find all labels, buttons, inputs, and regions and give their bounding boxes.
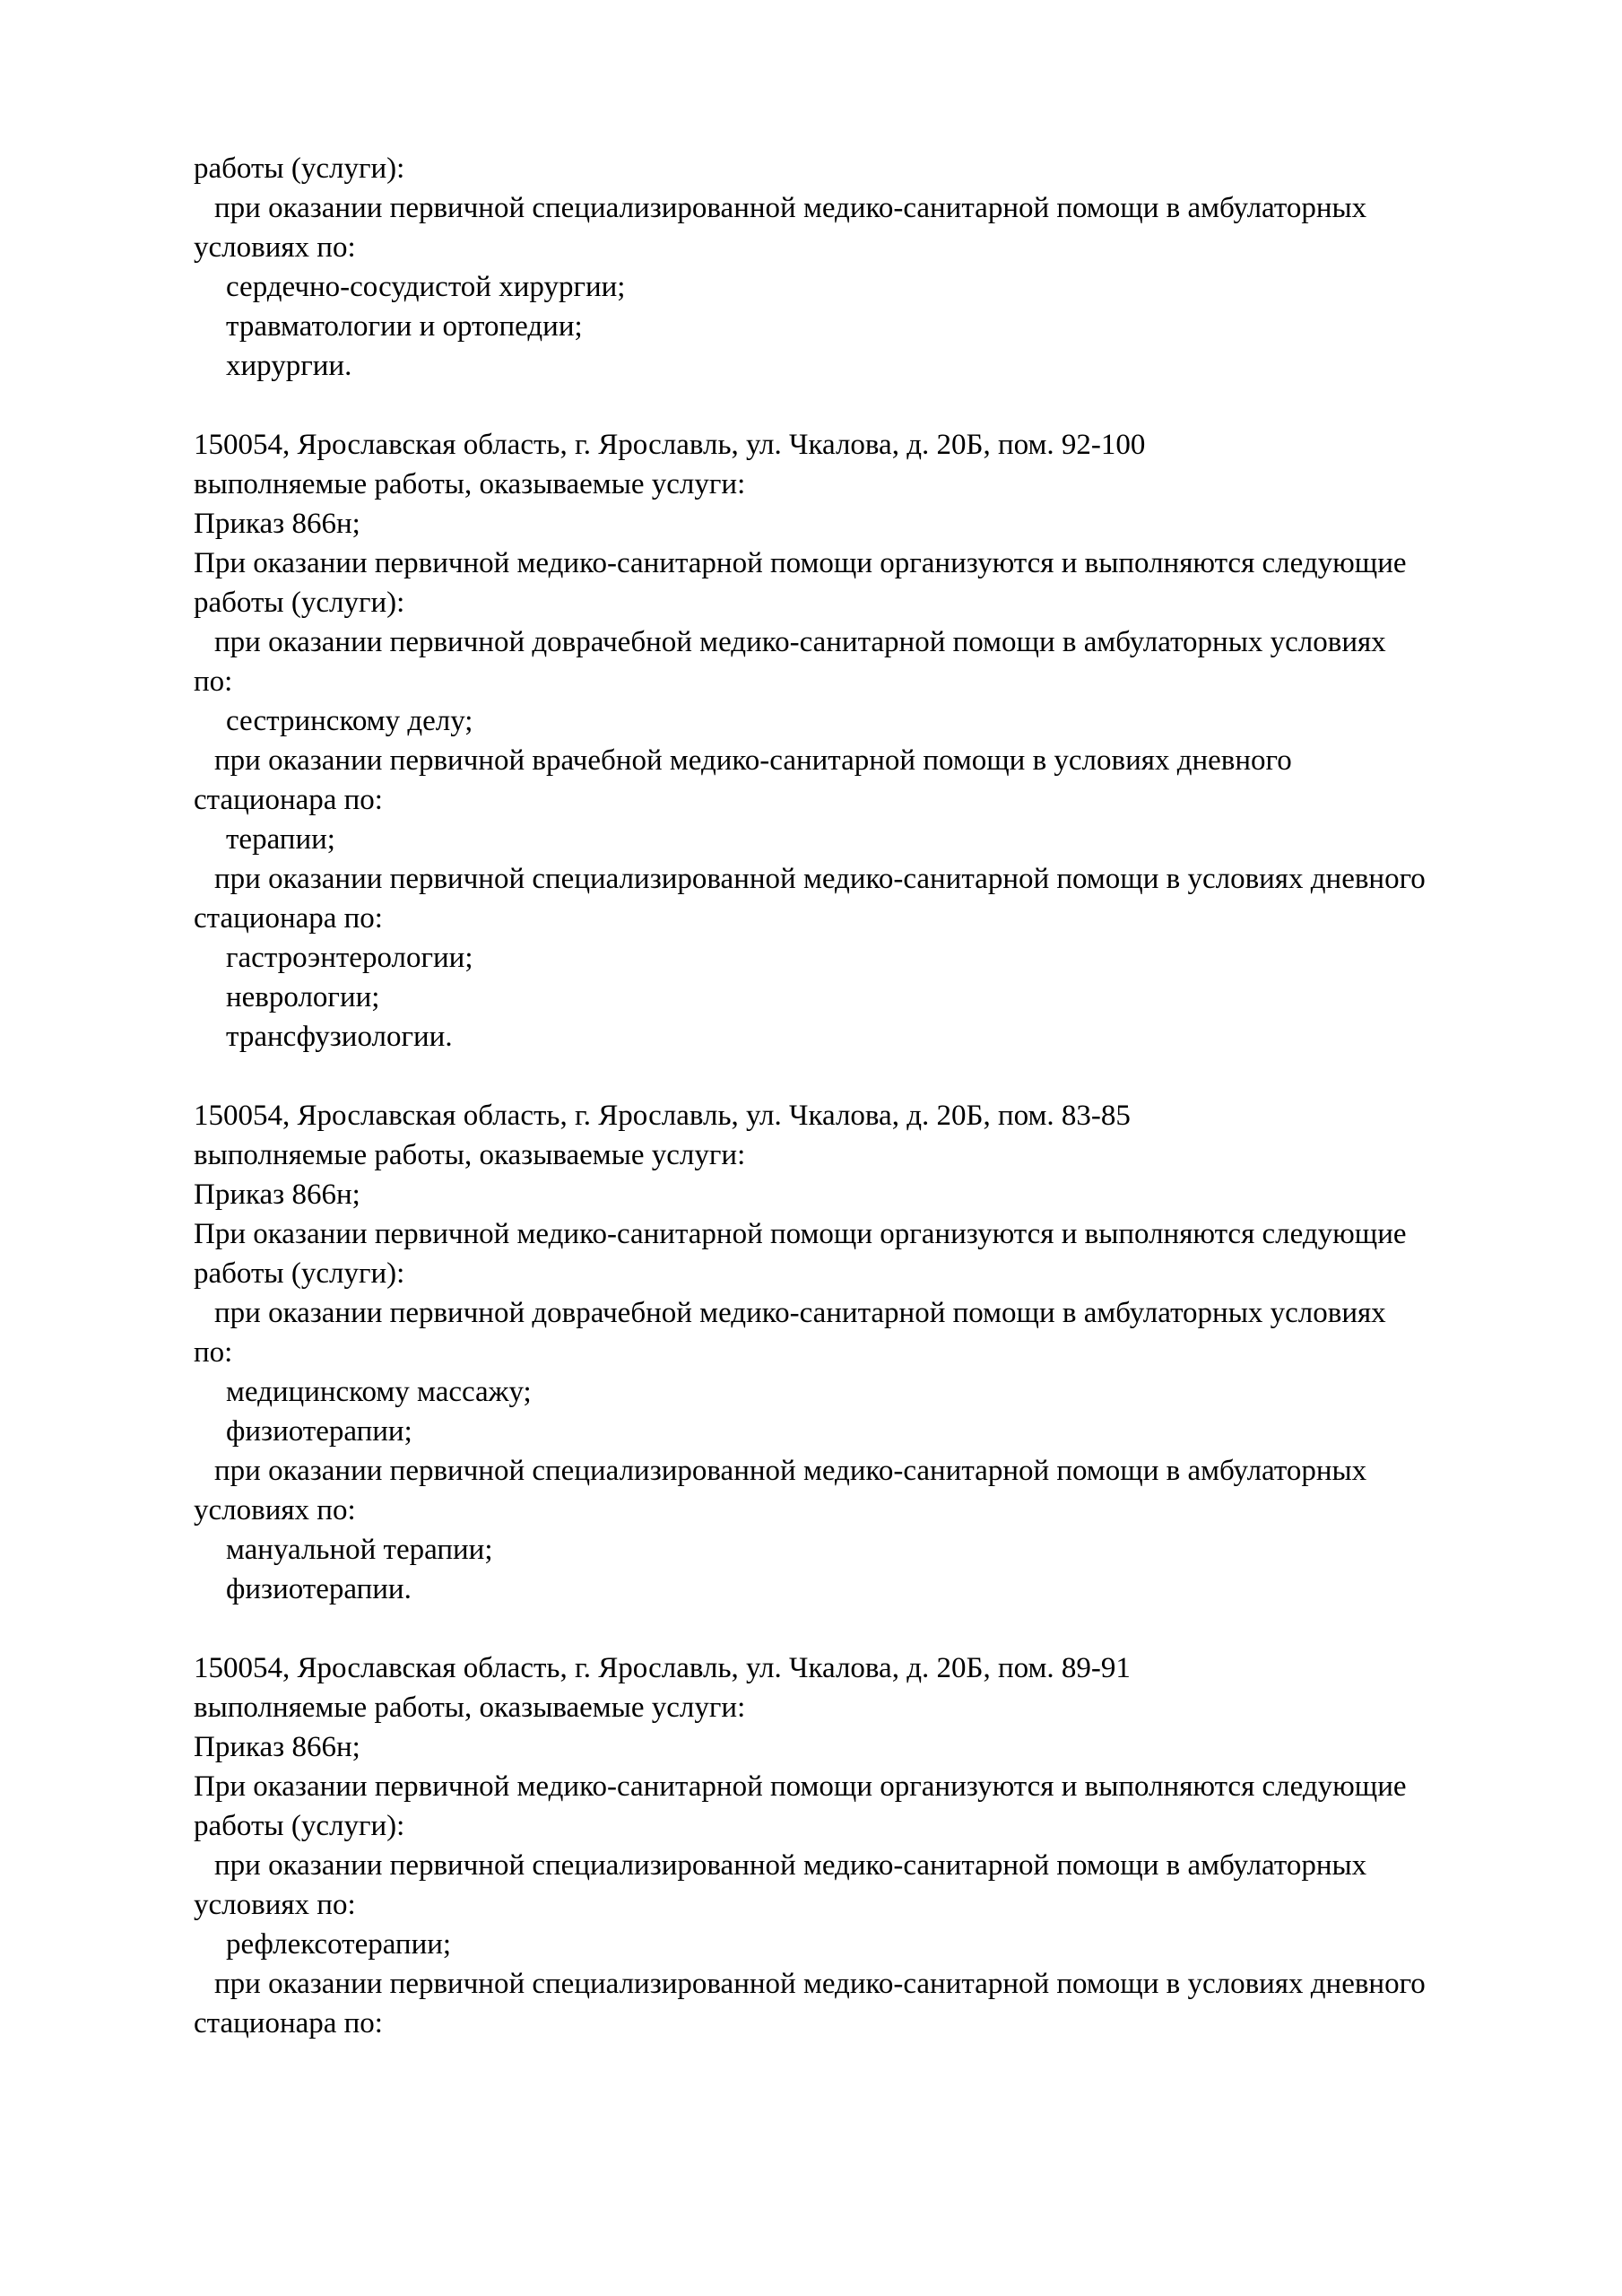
document-text-block	[194, 149, 1539, 2043]
text-line: стационара по:	[194, 2007, 383, 2039]
text-line: Приказ 866н;	[194, 1731, 360, 1763]
text-line: терапии;	[226, 823, 335, 856]
text-line: при оказании первичной специализированной медико-санитарной помощи в амбулаторных	[214, 192, 1367, 224]
text-line: трансфузиологии.	[226, 1021, 453, 1053]
text-line: 150054, Ярославская область, г. Ярославль, ул. Чкалова, д. 20Б, пом. 92-100	[194, 429, 1146, 461]
text-line: рефлексотерапии;	[226, 1928, 452, 1961]
text-line: работы (услуги):	[194, 152, 405, 185]
text-line: сердечно-сосудистой хирургии;	[226, 271, 626, 303]
text-line: условиях по:	[194, 1494, 356, 1526]
section-address-89-91	[194, 1648, 1539, 2043]
text-line: При оказании первичной медико-санитарной помощи организуются и выполняются следующие	[194, 1770, 1407, 1803]
text-line: по:	[194, 665, 233, 698]
text-line: выполняемые работы, оказываемые услуги:	[194, 1139, 746, 1171]
text-line: при оказании первичной специализированной медико-санитарной помощи в условиях дневного	[214, 863, 1426, 895]
text-line: Приказ 866н;	[194, 1178, 360, 1211]
text-line: условиях по:	[194, 231, 356, 264]
text-line: травматологии и ортопедии;	[226, 310, 583, 343]
text-line: работы (услуги):	[194, 587, 405, 619]
section-continuation	[194, 149, 1539, 386]
text-line: при оказании первичной доврачебной медико-санитарной помощи в амбулаторных условиях	[214, 626, 1386, 658]
text-line: при оказании первичной специализированной медико-санитарной помощи в условиях дневного	[214, 1968, 1426, 2000]
text-line: 150054, Ярославская область, г. Ярославль, ул. Чкалова, д. 20Б, пом. 89-91	[194, 1652, 1131, 1684]
text-line: Приказ 866н;	[194, 508, 360, 540]
text-line: при оказании первичной врачебной медико-санитарной помощи в условиях дневного	[214, 744, 1292, 777]
text-line: мануальной терапии;	[226, 1534, 493, 1566]
text-line: стационара по:	[194, 784, 383, 816]
text-line: условиях по:	[194, 1889, 356, 1921]
text-line: при оказании первичной специализированной медико-санитарной помощи в амбулаторных	[214, 1455, 1367, 1487]
text-line: при оказании первичной доврачебной медико-санитарной помощи в амбулаторных условиях	[214, 1297, 1386, 1329]
section-address-92-100	[194, 425, 1539, 1057]
text-line: стационара по:	[194, 902, 383, 935]
text-line: хирургии.	[226, 350, 352, 382]
text-line: неврологии;	[226, 981, 380, 1013]
text-line: гастроэнтерологии;	[226, 942, 473, 974]
text-line: При оказании первичной медико-санитарной помощи организуются и выполняются следующие	[194, 547, 1407, 579]
text-line: выполняемые работы, оказываемые услуги:	[194, 468, 746, 500]
text-line: При оказании первичной медико-санитарной помощи организуются и выполняются следующие	[194, 1218, 1407, 1250]
text-line: по:	[194, 1336, 233, 1369]
text-line: сестринскому делу;	[226, 705, 473, 737]
text-line: выполняемые работы, оказываемые услуги:	[194, 1692, 746, 1724]
text-line: медицинскому массажу;	[226, 1376, 532, 1408]
text-line: физиотерапии.	[226, 1573, 412, 1605]
text-line: работы (услуги):	[194, 1810, 405, 1842]
section-address-83-85	[194, 1096, 1539, 1609]
text-line: работы (услуги):	[194, 1257, 405, 1290]
text-line: физиотерапии;	[226, 1415, 412, 1448]
text-line: при оказании первичной специализированной медико-санитарной помощи в амбулаторных	[214, 1849, 1367, 1882]
text-line: 150054, Ярославская область, г. Ярославль, ул. Чкалова, д. 20Б, пом. 83-85	[194, 1100, 1131, 1132]
